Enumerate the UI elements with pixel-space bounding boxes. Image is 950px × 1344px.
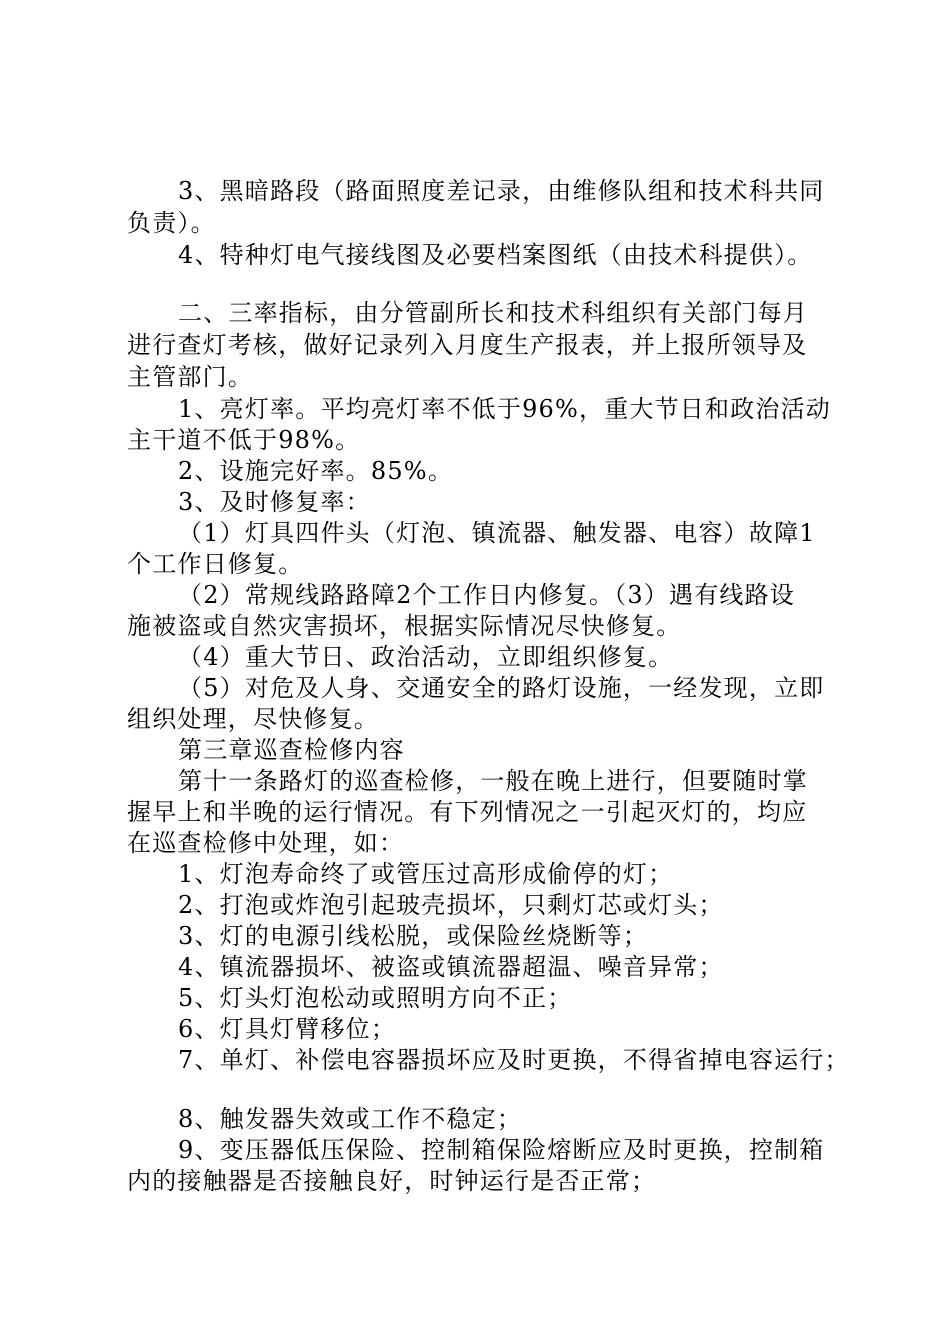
paragraph-line: 主干道不低于98%。 <box>127 426 361 454</box>
list-item: 3、灯的电源引线松脱，或保险丝烧断等； <box>178 922 649 950</box>
paragraph-wiring-diagrams: 4、特种灯电气接线图及必要档案图纸（由技术科提供）。 <box>178 241 813 269</box>
paragraph-facility-rate: 2、设施完好率。85%。 <box>178 457 454 485</box>
list-item: 6、灯具灯臂移位； <box>178 1015 397 1043</box>
list-item: 1、灯泡寿命终了或管压过高形成偷停的灯； <box>178 860 674 888</box>
paragraph-dark-road-sections: 3、黑暗路段（路面照度差记录，由维修队组和技术科共同 <box>178 177 825 205</box>
paragraph-lighting-rate: 1、亮灯率。平均亮灯率不低于96%，重大节日和政治活动 <box>178 395 832 423</box>
paragraph-line: 主管部门。 <box>127 363 253 391</box>
paragraph-article-11: 第十一条路灯的巡查检修，一般在晚上进行，但要随时掌 <box>178 767 808 795</box>
paragraph-line: 在巡查检修中处理，如： <box>127 829 405 857</box>
paragraph-item-2-3: （2）常规线路路障2个工作日内修复。（3）遇有线路设 <box>178 581 796 609</box>
paragraph-line: 进行查灯考核，做好记录列入月度生产报表，并上报所领导及 <box>127 331 808 359</box>
paragraph-line: 个工作日修复。 <box>127 550 304 578</box>
paragraph-repair-rate: 3、及时修复率： <box>178 488 371 516</box>
paragraph-three-rates: 二、三率指标，由分管副所长和技术科组织有关部门每月 <box>178 299 808 327</box>
paragraph-line: 施被盗或自然灾害损坏，根据实际情况尽快修复。 <box>127 612 682 640</box>
paragraph-item-5: （5）对危及人身、交通安全的路灯设施，一经发现，立即 <box>178 674 825 702</box>
paragraph-line: 组织处理，尽快修复。 <box>127 705 379 733</box>
list-item: 8、触发器失效或工作不稳定； <box>178 1105 523 1133</box>
paragraph-item-4: （4）重大节日、政治活动，立即组织修复。 <box>178 643 674 671</box>
paragraph-line: 握早上和半晚的运行情况。有下列情况之一引起灭灯的，均应 <box>127 798 808 826</box>
list-item: 7、单灯、补偿电容器损坏应及时更换，不得省掉电容运行； <box>178 1046 850 1074</box>
paragraph-line: 负责）。 <box>127 209 216 237</box>
list-item: 2、打泡或炸泡引起玻壳损坏，只剩灯芯或灯头； <box>178 891 724 919</box>
paragraph-line: 内的接触器是否接触良好，时钟运行是否正常； <box>127 1167 657 1195</box>
paragraph-item-1: （1）灯具四件头（灯泡、镇流器、触发器、电容）故障1 <box>178 519 816 547</box>
list-item: 5、灯头灯泡松动或照明方向不正； <box>178 984 573 1012</box>
chapter-heading: 第三章巡查检修内容 <box>178 736 405 764</box>
list-item: 4、镇流器损坏、被盗或镇流器超温、噪音异常； <box>178 953 724 981</box>
list-item: 9、变压器低压保险、控制箱保险熔断应及时更换，控制箱 <box>178 1136 825 1164</box>
